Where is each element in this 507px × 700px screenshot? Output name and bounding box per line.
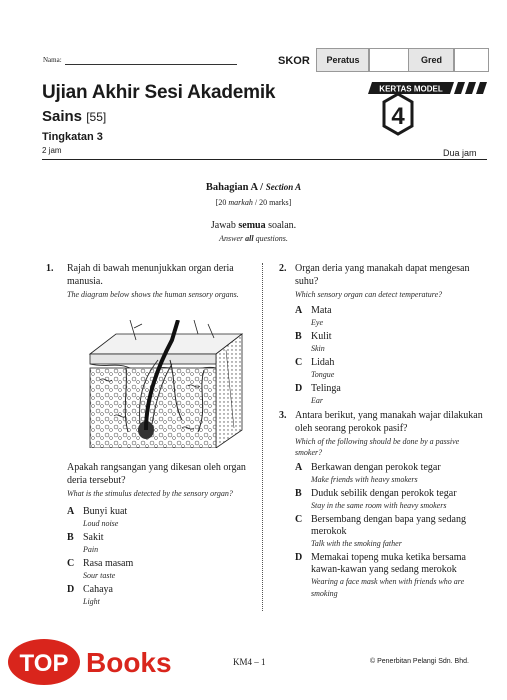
question-3-stem-ms: Antara berikut, yang manakah wajar dilakukan oleh seorang perokok pasif? xyxy=(295,410,483,434)
gred-value-box xyxy=(453,48,489,72)
q1-option-d[interactable] xyxy=(67,584,257,608)
skin-diagram xyxy=(86,320,244,448)
option-text-en: Light xyxy=(83,596,100,606)
question-1-ask-ms: Apakah rangsangan yang dikesan oleh organ deria tersebut? xyxy=(67,462,246,486)
question-1-number: 1. xyxy=(46,263,54,274)
section-title-ms: Bahagian A / xyxy=(205,182,264,193)
instruction-en-pre: Answer xyxy=(219,234,244,243)
q1-option-b[interactable] xyxy=(67,532,257,556)
option-text-en: Tongue xyxy=(311,369,335,379)
name-line xyxy=(65,64,237,65)
question-1-stem-ms: Rajah di bawah menunjukkan organ deria manusia. xyxy=(67,263,234,287)
option-letter: A xyxy=(295,462,303,473)
option-text-en: Skin xyxy=(311,343,325,353)
option-text-en: Sour taste xyxy=(83,570,116,580)
peratus-box xyxy=(316,48,370,72)
subject-line xyxy=(42,108,106,125)
question-3-stem-en: Which of the following should be done by a passive smoker? xyxy=(295,437,460,457)
question-3-number: 3. xyxy=(279,410,287,421)
question-1 xyxy=(46,263,256,301)
question-2-stem-ms: Organ deria yang manakah dapat mengesan suhu? xyxy=(295,263,470,287)
q3-option-d[interactable] xyxy=(295,552,483,602)
option-letter: D xyxy=(295,552,303,563)
section-title-en: Section A xyxy=(265,182,302,192)
gred-label: Gred xyxy=(420,55,442,65)
option-text-ms: Rasa masam xyxy=(83,557,134,569)
form-level: Tingkatan 3 xyxy=(42,131,103,143)
question-1-ask-en: What is the stimulus detected by the sensory organ? xyxy=(67,489,233,498)
option-text-en: Stay in the same room with heavy smokers xyxy=(311,501,447,510)
option-letter: A xyxy=(67,505,75,517)
option-letter: D xyxy=(295,382,303,394)
instruction-ms-bold: semua xyxy=(238,220,266,231)
option-text-ms: Mata xyxy=(311,304,332,316)
instruction-en xyxy=(0,234,507,243)
option-text-en: Make friends with heavy smokers xyxy=(311,475,418,484)
question-2-number: 2. xyxy=(279,263,287,274)
instruction-ms-pre: Jawab xyxy=(210,220,236,231)
q3-option-a[interactable] xyxy=(295,462,483,488)
skor-label: SKOR xyxy=(278,55,310,67)
question-1-stem-en: The diagram below shows the human sensory organs. xyxy=(67,290,239,299)
option-text-en: Talk with the smoking father xyxy=(311,539,402,548)
section-heading xyxy=(0,182,507,193)
peratus-label: Peratus xyxy=(326,55,360,65)
option-letter: B xyxy=(295,330,302,342)
subject-code: [55] xyxy=(86,110,107,124)
option-text-en: Loud noise xyxy=(83,518,119,528)
option-letter: A xyxy=(295,304,303,316)
instruction-ms-post: soalan. xyxy=(268,220,297,231)
gred-box xyxy=(408,48,455,72)
name-label: Nama: xyxy=(43,56,62,64)
option-text-en: Eye xyxy=(311,317,323,327)
option-letter: C xyxy=(295,356,303,368)
q2-option-c[interactable] xyxy=(295,357,483,381)
kertas-model-badge xyxy=(350,78,490,140)
option-letter: D xyxy=(67,583,75,595)
instruction-en-post: questions. xyxy=(255,234,288,243)
svg-text:Books: Books xyxy=(86,647,172,678)
q3-option-c[interactable] xyxy=(295,514,483,552)
section-marks xyxy=(0,198,507,207)
duration-short: 2 jam xyxy=(42,146,62,155)
option-text-ms: Bunyi kuat xyxy=(83,505,128,517)
question-1-continued xyxy=(67,462,257,610)
q2-option-b[interactable] xyxy=(295,331,483,355)
column-divider xyxy=(262,263,263,611)
marks-word-ms: markah xyxy=(228,198,253,207)
q2-option-d[interactable] xyxy=(295,383,483,407)
subject-name: Sains xyxy=(42,108,83,125)
option-text-ms: Cahaya xyxy=(83,583,113,595)
option-letter: C xyxy=(295,514,303,525)
option-text-ms: Lidah xyxy=(311,356,335,368)
question-2 xyxy=(279,263,483,409)
duration-long: Dua jam xyxy=(443,148,477,158)
option-letter: B xyxy=(295,488,302,499)
q1-option-a[interactable] xyxy=(67,506,257,530)
option-text-ms: Memakai topeng muka ketika bersama kawan-kawan yang sedang merokok xyxy=(311,552,466,575)
option-text-ms: Duduk sebilik dengan perokok tegar xyxy=(311,488,457,499)
q3-option-b[interactable] xyxy=(295,488,483,514)
question-2-stem-en: Which sensory organ can detect temperature? xyxy=(295,290,443,299)
option-text-ms: Bersembang dengan bapa yang sedang merokok xyxy=(311,514,466,537)
instruction-ms xyxy=(0,220,507,231)
kertas-model-label: KERTAS MODEL xyxy=(379,84,443,94)
peratus-value-box xyxy=(368,48,410,72)
option-text-ms: Berkawan dengan perokok tegar xyxy=(311,462,441,473)
instruction-en-bold: all xyxy=(245,234,254,243)
marks-ms: [20 xyxy=(215,198,227,207)
copyright: © Penerbitan Pelangi Sdn. Bhd. xyxy=(370,658,469,665)
option-text-en: Ear xyxy=(311,395,323,405)
option-text-ms: Telinga xyxy=(311,382,341,394)
header-rule xyxy=(42,159,487,160)
option-text-ms: Sakit xyxy=(83,531,104,543)
option-letter: B xyxy=(67,531,74,543)
svg-text:TOP: TOP xyxy=(19,650,69,677)
page-number: KM4 – 1 xyxy=(233,657,266,667)
q2-option-a[interactable] xyxy=(295,305,483,329)
question-3 xyxy=(279,410,483,602)
option-text-en: Pain xyxy=(83,544,99,554)
topbooks-watermark-logo xyxy=(6,632,182,688)
marks-en: / 20 marks] xyxy=(254,198,292,207)
q1-option-c[interactable] xyxy=(67,558,257,582)
kertas-model-number: 4 xyxy=(391,103,405,130)
option-letter: C xyxy=(67,557,75,569)
exam-title: Ujian Akhir Sesi Akademik xyxy=(42,82,276,103)
option-text-en: Wearing a face mask when with friends who are smoking xyxy=(311,577,465,598)
option-text-ms: Kulit xyxy=(311,330,332,342)
